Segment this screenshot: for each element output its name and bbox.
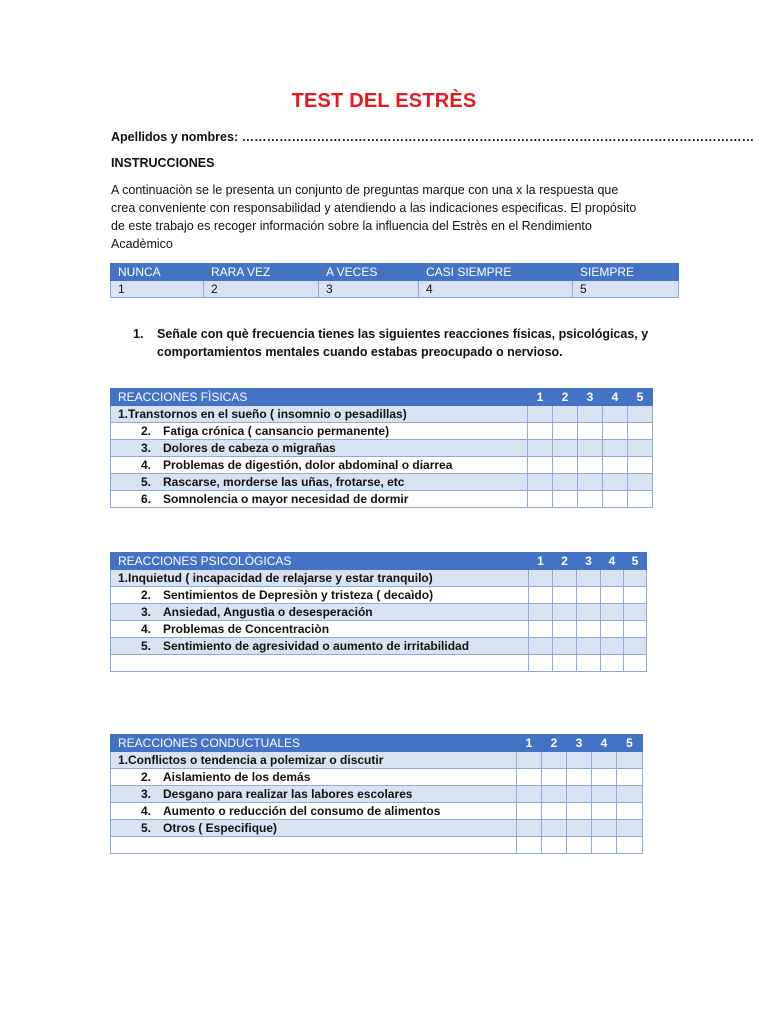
- behavioral-reactions-table: [110, 734, 643, 854]
- answer-cell[interactable]: [567, 769, 592, 786]
- psychological-reactions-table: [110, 552, 647, 672]
- answer-cell[interactable]: [553, 638, 577, 655]
- column-header: 4: [603, 389, 628, 406]
- question-number: 1.: [133, 327, 144, 341]
- item-label: 5. Sentimiento de agresividad o aumento de irritabilidad: [111, 638, 529, 655]
- column-header: 3: [567, 735, 592, 752]
- answer-cell[interactable]: [542, 803, 567, 820]
- answer-cell[interactable]: [592, 752, 617, 769]
- table-row: [111, 474, 653, 491]
- item-label: 1.Conflictos o tendencia a polemizar o discutir: [111, 752, 517, 769]
- answer-cell[interactable]: [517, 786, 542, 803]
- item-label: 1.Transtornos en el sueño ( insomnio o pesadillas): [111, 406, 528, 423]
- answer-cell[interactable]: [624, 604, 647, 621]
- item-label-empty[interactable]: [111, 655, 529, 672]
- column-header: 1: [528, 389, 553, 406]
- answer-cell[interactable]: [617, 837, 643, 854]
- answer-cell[interactable]: [517, 769, 542, 786]
- column-header: 5: [624, 553, 647, 570]
- answer-cell[interactable]: [517, 752, 542, 769]
- answer-cell[interactable]: [628, 474, 653, 491]
- name-field-line[interactable]: Apellidos y nombres: ……………………………………………………………………………………………………………: [111, 130, 755, 144]
- answer-cell[interactable]: [603, 423, 628, 440]
- instructions-line: de este trabajo es recoger información sobre la influencia del Estrès en el Rendimiento: [111, 219, 592, 233]
- instructions-line: crea conveniente con responsabilidad y atendiendo a las indicaciones especificas. El propósito: [111, 201, 637, 215]
- answer-cell[interactable]: [592, 769, 617, 786]
- column-header: 3: [578, 389, 603, 406]
- answer-cell[interactable]: [553, 440, 578, 457]
- scale-label: RARA VEZ: [204, 264, 319, 281]
- answer-cell[interactable]: [529, 570, 553, 587]
- table-row: [111, 587, 647, 604]
- answer-cell[interactable]: [601, 655, 624, 672]
- answer-cell[interactable]: [529, 621, 553, 638]
- answer-cell[interactable]: [542, 769, 567, 786]
- table-row: [111, 621, 647, 638]
- answer-cell[interactable]: [577, 587, 601, 604]
- answer-cell[interactable]: [517, 837, 542, 854]
- answer-cell[interactable]: [578, 406, 603, 423]
- scale-value: 1: [111, 281, 204, 298]
- column-header: 4: [592, 735, 617, 752]
- answer-cell[interactable]: [528, 491, 553, 508]
- scale-label: CASI SIEMPRE: [419, 264, 573, 281]
- scale-value: 4: [419, 281, 573, 298]
- column-header: 2: [553, 389, 578, 406]
- answer-cell[interactable]: [542, 820, 567, 837]
- answer-cell[interactable]: [617, 803, 643, 820]
- answer-cell[interactable]: [628, 423, 653, 440]
- answer-cell[interactable]: [528, 423, 553, 440]
- answer-cell[interactable]: [553, 570, 577, 587]
- answer-cell[interactable]: [628, 406, 653, 423]
- answer-cell[interactable]: [528, 474, 553, 491]
- answer-cell[interactable]: [578, 474, 603, 491]
- answer-cell[interactable]: [603, 491, 628, 508]
- scale-value: 3: [319, 281, 419, 298]
- column-header: 2: [553, 553, 577, 570]
- answer-cell[interactable]: [517, 820, 542, 837]
- scale-label: SIEMPRE: [573, 264, 679, 281]
- answer-cell[interactable]: [542, 786, 567, 803]
- answer-cell[interactable]: [577, 621, 601, 638]
- answer-cell[interactable]: [592, 837, 617, 854]
- column-header: 1: [517, 735, 542, 752]
- answer-cell[interactable]: [553, 655, 577, 672]
- scale-value: 2: [204, 281, 319, 298]
- answer-cell[interactable]: [528, 457, 553, 474]
- item-label: 1.Inquietud ( incapacidad de relajarse y estar tranquilo): [111, 570, 529, 587]
- column-header: 4: [601, 553, 624, 570]
- answer-cell[interactable]: [577, 638, 601, 655]
- answer-cell[interactable]: [553, 587, 577, 604]
- answer-cell[interactable]: [624, 570, 647, 587]
- column-header: 5: [628, 389, 653, 406]
- answer-cell[interactable]: [592, 820, 617, 837]
- table-header-row: [111, 389, 653, 406]
- answer-cell[interactable]: [577, 655, 601, 672]
- answer-cell[interactable]: [529, 587, 553, 604]
- answer-cell[interactable]: [601, 570, 624, 587]
- table-heading: REACCIONES CONDUCTUALES: [111, 735, 517, 752]
- column-header: 2: [542, 735, 567, 752]
- answer-cell[interactable]: [553, 474, 578, 491]
- answer-cell[interactable]: [567, 752, 592, 769]
- table-row: [111, 491, 653, 508]
- table-row-empty: [111, 837, 643, 854]
- answer-cell[interactable]: [603, 457, 628, 474]
- table-row: [111, 803, 643, 820]
- answer-cell[interactable]: [628, 491, 653, 508]
- table-row: [111, 752, 643, 769]
- answer-cell[interactable]: [578, 440, 603, 457]
- table-row-empty: [111, 655, 647, 672]
- answer-cell[interactable]: [553, 491, 578, 508]
- table-header-row: [111, 553, 647, 570]
- table-row: [111, 570, 647, 587]
- column-header: 3: [577, 553, 601, 570]
- answer-cell[interactable]: [628, 440, 653, 457]
- scale-value: 5: [573, 281, 679, 298]
- answer-cell[interactable]: [553, 621, 577, 638]
- scale-label: NUNCA: [111, 264, 204, 281]
- answer-cell[interactable]: [603, 440, 628, 457]
- answer-cell[interactable]: [529, 655, 553, 672]
- item-label: 2. Fatiga crónica ( cansancio permanente): [111, 423, 528, 440]
- item-label: 5. Otros ( Especifique): [111, 820, 517, 837]
- table-row: [111, 440, 653, 457]
- table-row: [111, 769, 643, 786]
- answer-cell[interactable]: [603, 474, 628, 491]
- answer-cell[interactable]: [528, 440, 553, 457]
- answer-cell[interactable]: [577, 604, 601, 621]
- table-row: [111, 423, 653, 440]
- scale-label: A VECES: [319, 264, 419, 281]
- answer-cell[interactable]: [624, 621, 647, 638]
- answer-cell[interactable]: [578, 457, 603, 474]
- answer-cell[interactable]: [603, 406, 628, 423]
- item-label: 3. Ansiedad, Angustìa o desesperación: [111, 604, 529, 621]
- table-row: [111, 406, 653, 423]
- table-row: [111, 786, 643, 803]
- answer-cell[interactable]: [617, 769, 643, 786]
- table-row: [111, 820, 643, 837]
- item-label: 2. Sentimientos de Depresiòn y tristeza ( decaìdo): [111, 587, 529, 604]
- answer-cell[interactable]: [529, 604, 553, 621]
- item-label: 4. Problemas de Concentraciòn: [111, 621, 529, 638]
- column-header: 5: [617, 735, 643, 752]
- answer-cell[interactable]: [553, 604, 577, 621]
- answer-cell[interactable]: [624, 655, 647, 672]
- answer-cell[interactable]: [542, 837, 567, 854]
- table-row: [111, 604, 647, 621]
- answer-cell[interactable]: [601, 587, 624, 604]
- answer-cell[interactable]: [567, 803, 592, 820]
- table-row: [111, 457, 653, 474]
- item-label: 4. Aumento o reducción del consumo de alimentos: [111, 803, 517, 820]
- answer-cell[interactable]: [567, 820, 592, 837]
- question-text-line: comportamientos mentales cuando estabas preocupado o nervioso.: [157, 345, 563, 359]
- item-label: 5. Rascarse, morderse las uñas, frotarse, etc: [111, 474, 528, 491]
- table-heading: REACCIONES PSICOLÒGICAS: [111, 553, 529, 570]
- answer-cell[interactable]: [628, 457, 653, 474]
- answer-cell[interactable]: [553, 406, 578, 423]
- answer-cell[interactable]: [553, 457, 578, 474]
- answer-cell[interactable]: [617, 820, 643, 837]
- answer-cell[interactable]: [578, 423, 603, 440]
- answer-cell[interactable]: [578, 491, 603, 508]
- answer-cell[interactable]: [592, 786, 617, 803]
- item-label: 2. Aislamiento de los demás: [111, 769, 517, 786]
- table-heading: REACCIONES FÌSICAS: [111, 389, 528, 406]
- item-label: 4. Problemas de digestión, dolor abdominal o diarrea: [111, 457, 528, 474]
- answer-cell[interactable]: [577, 570, 601, 587]
- answer-cell[interactable]: [601, 621, 624, 638]
- answer-cell[interactable]: [517, 803, 542, 820]
- answer-cell[interactable]: [592, 803, 617, 820]
- table-header-row: [111, 735, 643, 752]
- instructions-line: Acadèmico: [111, 237, 173, 251]
- page-title: TEST DEL ESTRÈS: [291, 90, 477, 112]
- answer-cell[interactable]: [567, 786, 592, 803]
- item-label-empty[interactable]: [111, 837, 517, 854]
- answer-cell[interactable]: [617, 786, 643, 803]
- scale-value-row: [111, 281, 679, 298]
- instructions-line: A continuaciòn se le presenta un conjunto de preguntas marque con una x la respuesta que: [111, 183, 619, 197]
- answer-cell[interactable]: [601, 638, 624, 655]
- item-label: 6. Somnolencia o mayor necesidad de dormir: [111, 491, 528, 508]
- instructions-heading: INSTRUCCIONES: [111, 156, 215, 170]
- answer-cell[interactable]: [601, 604, 624, 621]
- answer-cell[interactable]: [624, 638, 647, 655]
- answer-cell[interactable]: [617, 752, 643, 769]
- column-header: 1: [529, 553, 553, 570]
- table-row: [111, 638, 647, 655]
- scale-header-row: [111, 264, 679, 281]
- answer-cell[interactable]: [567, 837, 592, 854]
- item-label: 3. Dolores de cabeza o migrañas: [111, 440, 528, 457]
- answer-cell[interactable]: [624, 587, 647, 604]
- answer-cell[interactable]: [529, 638, 553, 655]
- item-label: 3. Desgano para realizar las labores escolares: [111, 786, 517, 803]
- answer-cell[interactable]: [553, 423, 578, 440]
- answer-cell[interactable]: [542, 752, 567, 769]
- question-text-line: Señale con què frecuencia tienes las siguientes reacciones físicas, psicológicas, y: [157, 327, 649, 341]
- answer-cell[interactable]: [528, 406, 553, 423]
- physical-reactions-table: [110, 388, 653, 508]
- instructions-paragraph: [111, 181, 671, 253]
- scale-table: [110, 263, 679, 298]
